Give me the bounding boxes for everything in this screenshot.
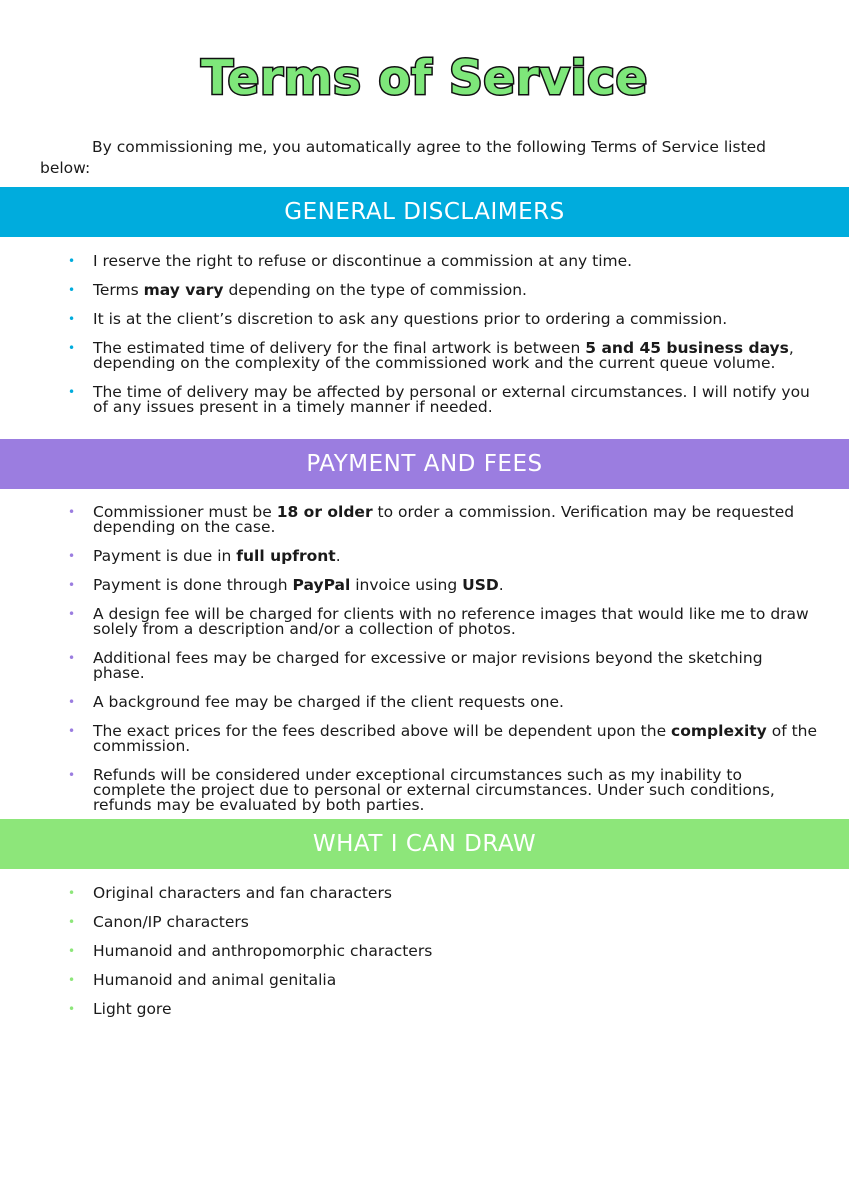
bullet-icon: • <box>68 724 76 738</box>
emphasis-text: 18 or older <box>276 503 373 521</box>
item-text: Payment is done through <box>93 576 293 594</box>
list-item <box>66 973 818 988</box>
emphasis-text: PayPal <box>292 576 351 594</box>
payment-and-fees-list <box>66 505 818 827</box>
bullet-icon: • <box>68 505 76 519</box>
list-item <box>66 505 818 535</box>
emphasis-text: complexity <box>671 722 767 740</box>
bullet-icon: • <box>68 283 76 297</box>
list-item <box>66 254 818 269</box>
list-item <box>66 312 818 327</box>
list-item <box>66 651 818 681</box>
bullet-icon: • <box>68 944 76 958</box>
list-item <box>66 915 818 930</box>
intro-paragraph: By commissioning me, you automatically agree to the following Terms of Service listed below: <box>40 137 767 177</box>
item-text: invoice using <box>350 576 463 594</box>
list-item <box>66 695 818 710</box>
item-text: A design fee will be charged for clients with no reference images that would like me to draw solely from a description and/or a collection of photos. <box>93 605 809 638</box>
item-text: depending on the type of commission. <box>223 281 527 299</box>
item-text: Commissioner must be <box>93 503 277 521</box>
general-disclaimers-list <box>66 254 818 429</box>
bullet-icon: • <box>68 341 76 355</box>
item-text: A background fee may be charged if the client requests one. <box>93 693 564 711</box>
section-header-payment-and-fees: PAYMENT AND FEES <box>0 439 849 489</box>
list-item <box>66 768 818 813</box>
item-text: Light gore <box>93 1000 172 1018</box>
item-text: . <box>498 576 504 594</box>
bullet-icon: • <box>68 578 76 592</box>
item-text: Additional fees may be charged for excessive or major revisions beyond the sketching phase. <box>93 649 763 682</box>
bullet-icon: • <box>68 607 76 621</box>
list-item <box>66 724 818 754</box>
page-title: Terms of Service <box>201 51 648 106</box>
bullet-icon: • <box>68 254 76 268</box>
bullet-icon: • <box>68 1002 76 1016</box>
list-item <box>66 944 818 959</box>
emphasis-text: may vary <box>143 281 224 299</box>
item-text: The exact prices for the fees described above will be dependent upon the <box>93 722 672 740</box>
section-header-what-i-can-draw: WHAT I CAN DRAW <box>0 819 849 869</box>
item-text: Terms <box>93 281 144 299</box>
section-header-general-disclaimers: GENERAL DISCLAIMERS <box>0 187 849 237</box>
bullet-icon: • <box>68 549 76 563</box>
bullet-icon: • <box>68 915 76 929</box>
item-text: Humanoid and anthropomorphic characters <box>93 942 433 960</box>
bullet-icon: • <box>68 973 76 987</box>
list-item <box>66 283 818 298</box>
bullet-icon: • <box>68 768 76 782</box>
bullet-icon: • <box>68 385 76 399</box>
bullet-icon: • <box>68 886 76 900</box>
emphasis-text: full upfront <box>236 547 336 565</box>
list-item <box>66 341 818 371</box>
list-item <box>66 607 818 637</box>
emphasis-text: 5 and 45 business days <box>585 339 789 357</box>
item-text: I reserve the right to refuse or discontinue a commission at any time. <box>93 252 633 270</box>
item-text: The time of delivery may be affected by personal or external circumstances. I will notify you of any issues present in a timely manner if needed. <box>93 383 810 416</box>
item-text: . <box>335 547 341 565</box>
bullet-icon: • <box>68 695 76 709</box>
item-text: It is at the client’s discretion to ask any questions prior to ordering a commission. <box>93 310 728 328</box>
list-item <box>66 886 818 901</box>
what-i-can-draw-list <box>66 886 818 1031</box>
list-item <box>66 385 818 415</box>
list-item <box>66 1002 818 1017</box>
item-text: , depending on the complexity of the commissioned work and the current queue volume. <box>93 339 794 372</box>
bullet-icon: • <box>68 651 76 665</box>
bullet-icon: • <box>68 312 76 326</box>
item-text: The estimated time of delivery for the final artwork is between <box>93 339 586 357</box>
list-item <box>66 549 818 564</box>
emphasis-text: USD <box>462 576 499 594</box>
item-text: Refunds will be considered under exceptional circumstances such as my inability to complete the project due to personal or external circumstances. Under such conditions, refunds may be evaluated by both parties. <box>93 766 775 814</box>
item-text: to order a commission. Verification may be requested depending on the case. <box>93 503 795 536</box>
item-text: of the commission. <box>93 722 818 755</box>
item-text: Payment is due in <box>93 547 237 565</box>
item-text: Canon/IP characters <box>93 913 249 931</box>
list-item <box>66 578 818 593</box>
item-text: Original characters and fan characters <box>93 884 392 902</box>
item-text: Humanoid and animal genitalia <box>93 971 337 989</box>
